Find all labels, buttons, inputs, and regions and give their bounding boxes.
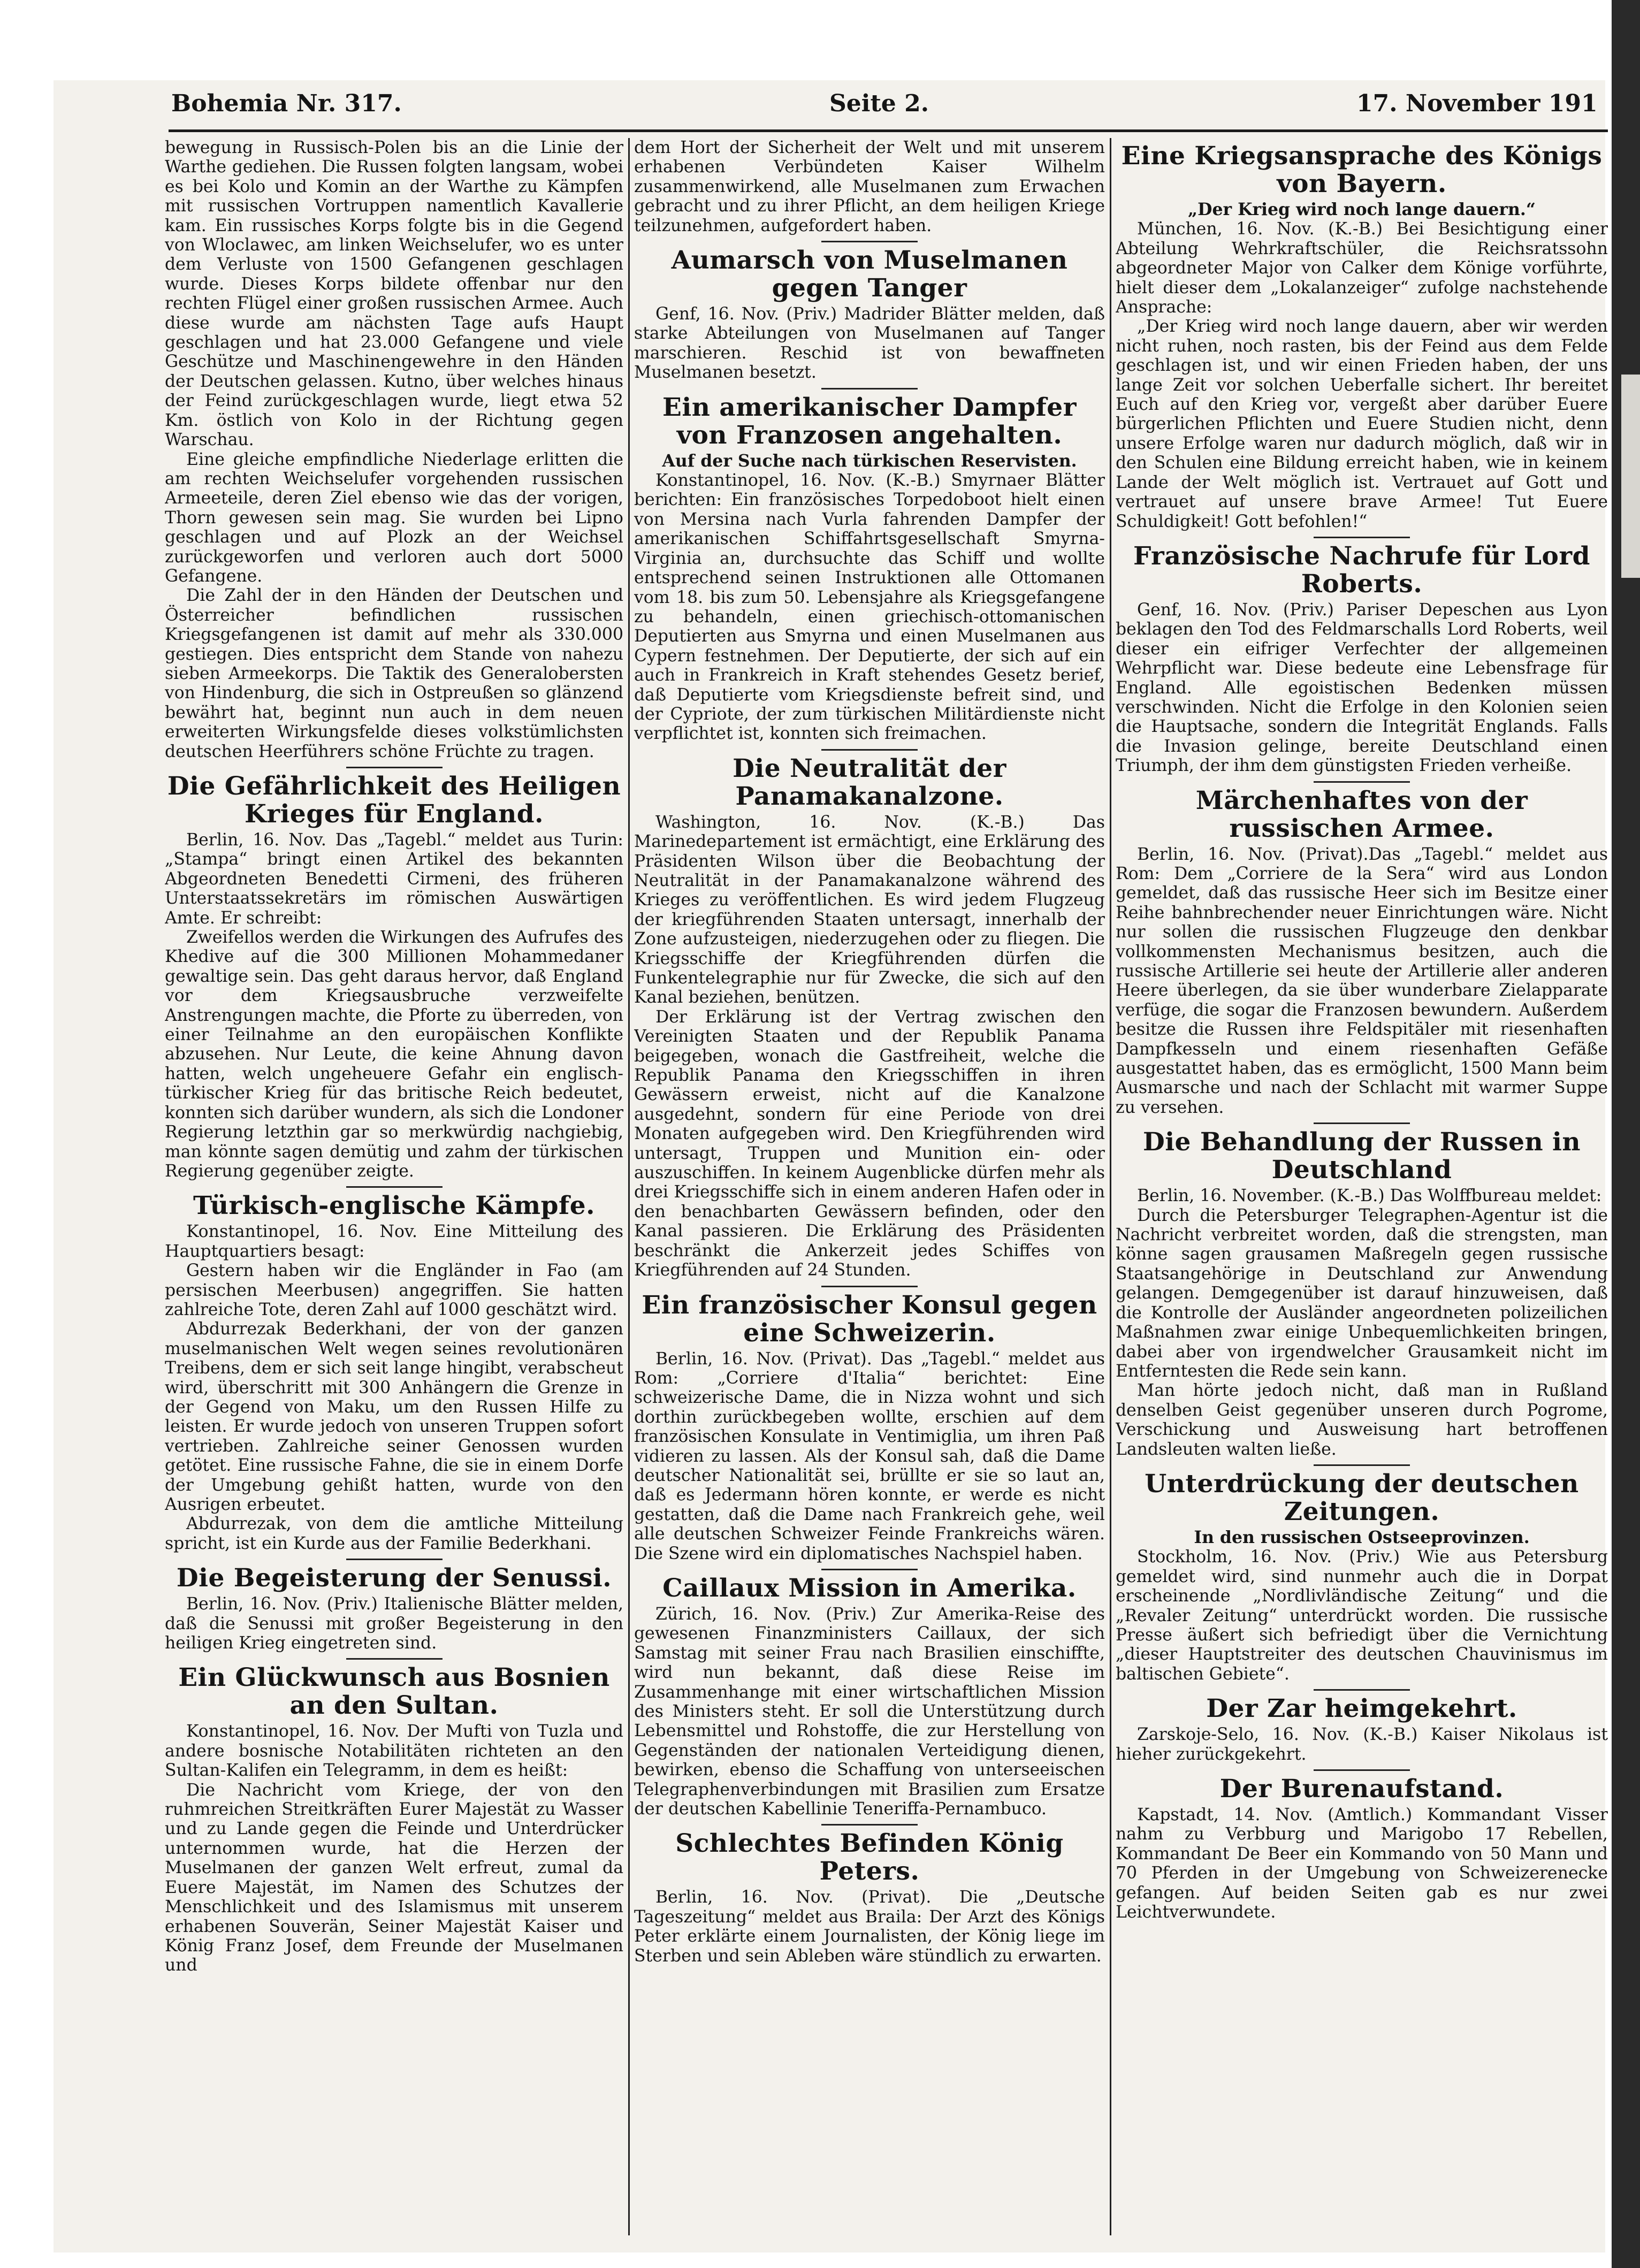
article-text: Zarskoje-Selo, 16. Nov. (K.-B.) Kaiser Nikolaus ist hieher zurückgekehrt.: [1116, 1725, 1608, 1764]
headline-glueckwunsch: Ein Glückwunsch aus Bosnien an den Sultan.: [178, 1663, 610, 1721]
article-text: Konstantinopel, 16. Nov. Der Mufti von Tuzla und andere bosnische Notabilitäten richteten an den Sultan-Kalifen ein Telegramm, in dem es heißt:: [165, 1722, 623, 1781]
headline-dampfer: Ein amerikanischer Dampfer von Franzosen angehalten.: [662, 392, 1077, 450]
article-text: Eine gleiche empfindliche Niederlage erlitten die am rechten Weichselufer vorgehenden russischen Armeeteile, deren Ziel ebenso wie das der vorigen, Thorn gewesen sein mag. Sie wurden bei Lipno geschlagen und auf Plozk an der Weichsel zurückgeworfen und verloren auch dort 5000 Gefangene.: [165, 449, 623, 586]
headline-tanger: Aumarsch von Muselmanen gegen Tanger: [671, 246, 1068, 303]
section-divider: [346, 1186, 443, 1188]
section-divider: [346, 1559, 443, 1560]
scan-edge: [1612, 0, 1640, 2268]
article-text: München, 16. Nov. (K.-B.) Bei Besichtigung einer Abteilung Wehrkraftschüler, die Reichsratssohn abgeordneter Major von Calker dem Könige vorführte, hielt dieser dem „Lokalanzeiger“ zufolge nachstehende Ansprache:: [1116, 219, 1608, 317]
headline-roberts: Französische Nachrufe für Lord Roberts.: [1133, 541, 1590, 599]
headline-gefaehrlichkeit: Die Gefährlichkeit des Heiligen Krieges für England.: [167, 772, 621, 829]
section-divider: [1314, 1464, 1410, 1466]
header-date: 17. November 191: [1356, 90, 1598, 117]
headline-senussi: Die Begeisterung der Senussi.: [176, 1563, 612, 1593]
article-text: bewegung in Russisch-Polen bis an die Linie der Warthe gediehen. Die Russen folgten langsam, wobei es bei Kolo und Komin an der Warthe zu Kämpfen mit russischen Vortruppen namentlich Kavallerie kam. Ein russisches Korps folgte bis in die Gegend von Wloclawec, am linken Weichselufer, wo es unter dem Verluste von 1500 Gefangenen geschlagen wurde. Dieses Korps bildete offenbar nur den rechten Flügel einer großen russischen Armee. Auch diese wurde am nächsten Tage aufs Haupt geschlagen und hat 23.000 Gefangene und viele Geschütze und Maschinengewehre in den Händen der Deutschen gelassen. Kutno, über welches hinaus der Feind zurückgeschlagen wurde, liegt etwa 52 Km. östlich von Kolo in der Richtung gegen Warschau.: [165, 138, 623, 450]
article-text: „Der Krieg wird noch lange dauern, aber wir werden nicht ruhen, noch rasten, bis der Feind aus dem Felde geschlagen ist, und wir einen Frieden haben, der uns lange Zeit vor solchen Ueberfalle sichert. Ihr bereitet Euch auf den Krieg vor, vergeßt aber darüber Euere bürgerlichen Pflichten und Euere Studien nicht, denn unsere Erfolge waren nur dadurch möglich, daß wir in den Schulen eine Bildung erreicht haben, wie in keinem Lande der Welt möglich ist. Vertrauet auf Gott und vertrauet auf unsere brave Armee! Tut Euere Schuldigkeit! Gott befohlen!“: [1116, 317, 1608, 531]
headline-maerchenhaftes: Märchenhaftes von der russischen Armee.: [1195, 785, 1528, 843]
section-divider: [1314, 781, 1410, 783]
section-divider: [821, 749, 918, 751]
section-divider: [821, 1569, 918, 1570]
headline-konsul: Ein französischer Konsul gegen eine Schweizerin.: [642, 1290, 1097, 1348]
article-text: Berlin, 16. Nov. (Privat).Das „Tagebl.“ meldet aus Rom: Dem „Corriere de la Sera“ wird aus London gemeldet, daß das russische Heer sich im Besitze einer Reihe bahnbrechender neuer Einrichtungen wäre. Nicht nur sollen die russischen Flugzeuge den denkbar vollkommensten Mechanismus besitzen, auch die russische Artillerie sei heute der Artillerie aller anderen Heere überlegen, da sie über wunderbare Zielapparate verfüge, die sogar die Franzosen bewundern. Außerdem besitze die Russen ihre Feldspitäler mit riesenhaften Dampfkesseln und einem riesenhaften Gefäße ausgestattet haben, das es ermöglicht, 1500 Mann beim Ausmarsche und nach der Schlacht mit warmer Suppe zu versehen.: [1116, 844, 1608, 1117]
article-text: Abdurrezak, von dem die amtliche Mitteilung spricht, ist ein Kurde aus der Familie Bederkhani.: [165, 1514, 623, 1553]
headline-panama: Die Neutralität der Panamakanalzone.: [733, 753, 1006, 811]
article-text: Abdurrezak Bederkhani, der von der ganzen muselmanischen Welt wegen seines revolutionären Treibens, dem er sich seit lange hingibt, verabscheut wird, überschritt mit 300 Anhängern die Grenze in der Gegend von Maku, um den Russen Hilfe zu leisten. Er wurde jedoch von unseren Truppen sofort vertrieben. Zahlreiche seiner Genossen wurden getötet. Eine russische Fahne, die sie in einem Dorfe der Umgebung gehißt hatten, wurde von den Ausrigen erbeutet.: [165, 1319, 623, 1514]
page-header: [54, 90, 1605, 127]
article-text: Stockholm, 16. Nov. (Priv.) Wie aus Petersburg gemeldet wird, sind nunmehr auch die in Dorpat erscheinende „Nordlivländische Zeitung“ und die „Revaler Zeitung“ unterdrückt worden. Die russische Presse äußert sich befriedigt über die Vernichtung „dieser Hauptstreiter des deutschen Chauvinismus im baltischen Gebiete“.: [1116, 1547, 1608, 1684]
article-text: Konstantinopel, 16. Nov. (K.-B.) Smyrnaer Blätter berichten: Ein französisches Torpedoboot hielt einen von Mersina nach Vurla fahrenden Dampfer der amerikanischen Schiffahrtsgesellschaft Smyrna-Virginia an, durchsuchte das Schiff und wollte entsprechend seinen Instruktionen alle Ottomanen vom 18. bis zum 50. Lebensjahre als Kriegsgefangene zu behandeln, einen griechisch-ottomanischen Deputierten aus Smyrna und einen Muselmanen aus Cypern festnehmen. Der Deputierte, der sich auf ein auch in Frankreich in Kraft stehendes Gesetz berief, daß Deputierte vom Kriegsdienste befreit sind, und der Cypriote, der zum türkischen Militärdienste nicht verpflichtet ist, konnten sich freimachen.: [634, 471, 1105, 744]
article-text: Berlin, 16. Nov. (Privat). Das „Tagebl.“ meldet aus Rom: „Corriere d'Italia“ berichtet: Eine schweizerische Dame, die in Nizza wohnt und sich dorthin zurückbegeben wollte, erschien auf dem französischen Konsulate in Ventimiglia, um ihren Paß vidieren zu lassen. Als der Konsul sah, daß die Dame deutscher Nationalität sei, brüllte er sie so laut an, daß es Jedermann hören konnte, er werde es nicht gestatten, daß die Dame nach Frankreich gehe, weil alle deutschen Schweizer Feinde Frankreichs wären. Die Szene wird ein diplomatisches Nachspiel haben.: [634, 1349, 1105, 1563]
article-text: Die Nachricht vom Kriege, der von den ruhmreichen Streitkräften Eurer Majestät zu Wasser und zu Lande gegen die Feinde und Unterdrücker unternommen wurde, hat die Herzen der Muselmanen der ganzen Welt erfreut, zumal da Euere Majestät, im Namen des Schutzes der Menschlichkeit und des Islamismus mit unserem erhabenen Souverän, Seiner Majestät Kaiser und König Franz Josef, dem Freunde der Muselmanen und: [165, 1780, 623, 1975]
section-divider: [1314, 1769, 1410, 1771]
article-text: Berlin, 16. November. (K.-B.) Das Wolffbureau meldet:: [1137, 1186, 1602, 1206]
headline-kriegsansprache: Eine Kriegsansprache des Königs von Bayern.: [1121, 141, 1603, 198]
section-divider: [346, 767, 443, 768]
article-text: Man hörte jedoch nicht, daß man in Rußland denselben Geist gegenüber unseren durch Pogrome, Verschickung und Ausweisung hart betroffenen Landsleuten walten ließe.: [1116, 1381, 1608, 1459]
article-text: Konstantinopel, 16. Nov. Eine Mitteilung des Hauptquartiers besagt:: [165, 1222, 623, 1261]
column-separator: [628, 138, 630, 2235]
section-divider: [1314, 1122, 1410, 1124]
article-text: Berlin, 16. Nov. (Priv.) Italienische Blätter melden, daß die Senussi mit großer Begeisterung in den heiligen Krieg eingetreten sind.: [165, 1594, 623, 1653]
headline-zar: Der Zar heimgekehrt.: [1206, 1694, 1517, 1724]
header-page-number: Seite 2.: [829, 90, 929, 117]
article-text: Berlin, 16. Nov. (Privat). Die „Deutsche Tageszeitung“ meldet aus Braila: Der Arzt des Königs Peter erklärte einem Journalisten, der König liege im Sterben und sein Ableben wäre stündlich zu erwarten.: [634, 1888, 1105, 1966]
headline-burenaufstand: Der Burenaufstand.: [1219, 1774, 1504, 1804]
article-text: Genf, 16. Nov. (Priv.) Pariser Depeschen aus Lyon beklagen den Tod des Feldmarschalls Lord Roberts, weil dieser ein eifriger Verfechter der allgemeinen Wehrpflicht war. Diese bedeute eine Lebensfrage für England. Alle egoistischen Bedenken müssen verschwinden. Nicht die Erfolge in den Kolonien seien die Hauptsache, sondern die Integrität Englands. Falls die Invasion gelinge, bereite Deutschland einen Triumph, der ihm dem günstigsten Frieden verheiße.: [1116, 600, 1608, 776]
section-divider: [346, 1658, 443, 1660]
section-divider: [821, 1824, 918, 1826]
article-text: Zürich, 16. Nov. (Priv.) Zur Amerika-Reise des gewesenen Finanzministers Caillaux, der sich Samstag mit seiner Frau nach Brasilien einschiffte, wird nun bekannt, daß diese Reise im Zusammenhange mit einer wirtschaftlichen Mission des Ministers steht. Er soll die Unterstützung durch Lebensmittel und Rohstoffe, die zur Herstellung von Gegenständen der nationalen Verteidigung dienen, bewirken, ebenso die Schaffung von unterseeischen Telegraphenverbindungen mit Brasilien zum Ersatze der deutschen Kabellinie Teneriffa-Pernambuco.: [634, 1604, 1105, 1819]
column-2: [634, 138, 1105, 2246]
column-3: [1116, 138, 1608, 2246]
column-1: [165, 138, 623, 2246]
subheadline: In den russischen Ostseeprovinzen.: [1194, 1527, 1530, 1547]
column-separator: [1110, 138, 1111, 2235]
article-text: Der Erklärung ist der Vertrag zwischen den Vereinigten Staaten und der Republik Panama beigegeben, wonach die Gastfreiheit, welche die Republik Panama den Kriegsschiffen in ihren Gewässern erweist, nicht auf die Kanalzone ausgedehnt, sondern für eine Periode von drei Monaten aufgegeben wird. Den Kriegführenden wird untersagt, Truppen und Munition ein- oder auszuschiffen. In keinem Augenblicke dürfen mehr als drei Kriegsschiffe sich in einem anderen Hafen oder in den benachbarten Gewässern befinden, oder den Kanal passieren. Die Erklärung des Präsidenten beschränkt die Ankerzeit jedes Schiffes von Kriegführenden auf 24 Stunden.: [634, 1007, 1105, 1280]
article-text: dem Hort der Sicherheit der Welt und mit unserem erhabenen Verbündeten Kaiser Wilhelm zusammenwirkend, alle Muselmanen zum Erwachen gebracht und zu ihrer Pflicht, an dem heiligen Kriege teilzunehmen, aufgefordert haben.: [634, 138, 1105, 235]
section-divider: [821, 388, 918, 390]
header-rule: [169, 129, 1608, 132]
article-text: Zweifellos werden die Wirkungen des Aufrufes des Khedive auf die 300 Millionen Mohammedaner gewaltige sein. Das geht daraus hervor, daß England vor dem Kriegsausbruche verzweifelte Anstrengungen machte, die Pforte zu überreden, von einer Teilnahme an den europäischen Konflikte abzusehen. Nur Leute, die keine Ahnung davon hatten, welch ungeheuere Gefahr ein englisch-türkischer Krieg für das britische Reich bedeutet, konnten sich darüber wundern, als sich die Londoner Regierung letzthin gar so merkwürdig nachgiebig, man könnte sagen demütig und zahm der türkischen Regierung gegenüber zeigte.: [165, 928, 623, 1181]
article-text: Genf, 16. Nov. (Priv.) Madrider Blätter melden, daß starke Abteilungen von Muselmanen auf Tanger marschieren. Reschid ist von bewaffneten Muselmanen besetzt.: [634, 304, 1105, 383]
section-divider: [1314, 537, 1410, 538]
section-divider: [821, 241, 918, 242]
headline-caillaux: Caillaux Mission in Amerika.: [662, 1573, 1077, 1603]
article-text: Berlin, 16. Nov. Das „Tagebl.“ meldet aus Turin: „Stampa“ bringt einen Artikel des bekannten Abgeordneten Benedetti Cirmeni, des früheren Unterstaatssekretärs im römischen Auswärtigen Amte. Er schreibt:: [165, 830, 623, 928]
headline-zeitungen: Unterdrückung der deutschen Zeitungen.: [1145, 1469, 1579, 1526]
article-text: Die Zahl der in den Händen der Deutschen und Österreicher befindlichen russischen Kriegsgefangenen ist damit auf mehr als 330.000 gestiegen. Dies entspricht dem Stande von nahezu sieben Armeekorps. Die Taktik des Generalobersten von Hindenburg, die sich in Ostpreußen so glänzend bewährt hat, beginnt nun auch in dem neuen erweiterten Wirkungsfelde dieses volkstümlichsten deutschen Heerführers schöne Früchte zu tragen.: [165, 586, 623, 761]
headline-koenig-peter: Schlechtes Befinden König Peters.: [675, 1829, 1064, 1887]
header-issue: Bohemia Nr. 317.: [171, 90, 402, 117]
article-text: Washington, 16. Nov. (K.-B.) Das Marinedepartement ist ermächtigt, eine Erklärung des Präsidenten Wilson über die Beobachtung der Neutralität in der Panamakanalzone während des Krieges zu veröffentlichen. Es wird jedem Flugzeug der kriegführenden Staaten untersagt, innerhalb der Zone aufzusteigen, niederzugehen oder zu fliegen. Die Kriegsschiffe der Kriegführenden dürfen die Funkentelegraphie nur für Zwecke, die sich auf den Kanal beziehen, benützen.: [634, 812, 1105, 1007]
article-text: Kapstadt, 14. Nov. (Amtlich.) Kommandant Visser nahm zu Verbburg und Marigobo 17 Rebellen, Kommandant De Beer ein Kommando von 50 Mann und 70 Pferden in der Umgebung von Schweizerenecke gefangen. Auf beiden Seiten gab es nur zwei Leichtverwundete.: [1116, 1805, 1608, 1922]
headline-kaempfe: Türkisch-englische Kämpfe.: [193, 1191, 595, 1221]
article-text: Gestern haben wir die Engländer in Fao (am persischen Meerbusen) angegriffen. Sie hatten zahlreiche Tote, deren Zahl auf 1000 geschätzt wird.: [165, 1261, 623, 1319]
scan-edge-highlight: [1621, 375, 1640, 578]
subheadline: „Der Krieg wird noch lange dauern.“: [1188, 200, 1536, 219]
article-text: Durch die Petersburger Telegraphen-Agentur ist die Nachricht verbreitet worden, daß die strengsten, man könne sagen grausamen Maßregeln gegen russische Staatsangehörige in Deutschland zur Anwendung gelangen. Demgegenüber ist darauf hinzuweisen, daß die Kontrolle der Ausländer angeordneten polizeilichen Maßnahmen zwar einige Unbequemlichkeiten bringen, dabei aber von irgendwelcher Grausamkeit nicht im Entferntesten die Rede sein kann.: [1116, 1205, 1608, 1381]
subheadline: Auf der Suche nach türkischen Reservisten.: [662, 450, 1077, 471]
section-divider: [1314, 1689, 1410, 1691]
section-divider: [821, 1286, 918, 1287]
headline-behandlung: Die Behandlung der Russen in Deutschland: [1142, 1127, 1581, 1185]
